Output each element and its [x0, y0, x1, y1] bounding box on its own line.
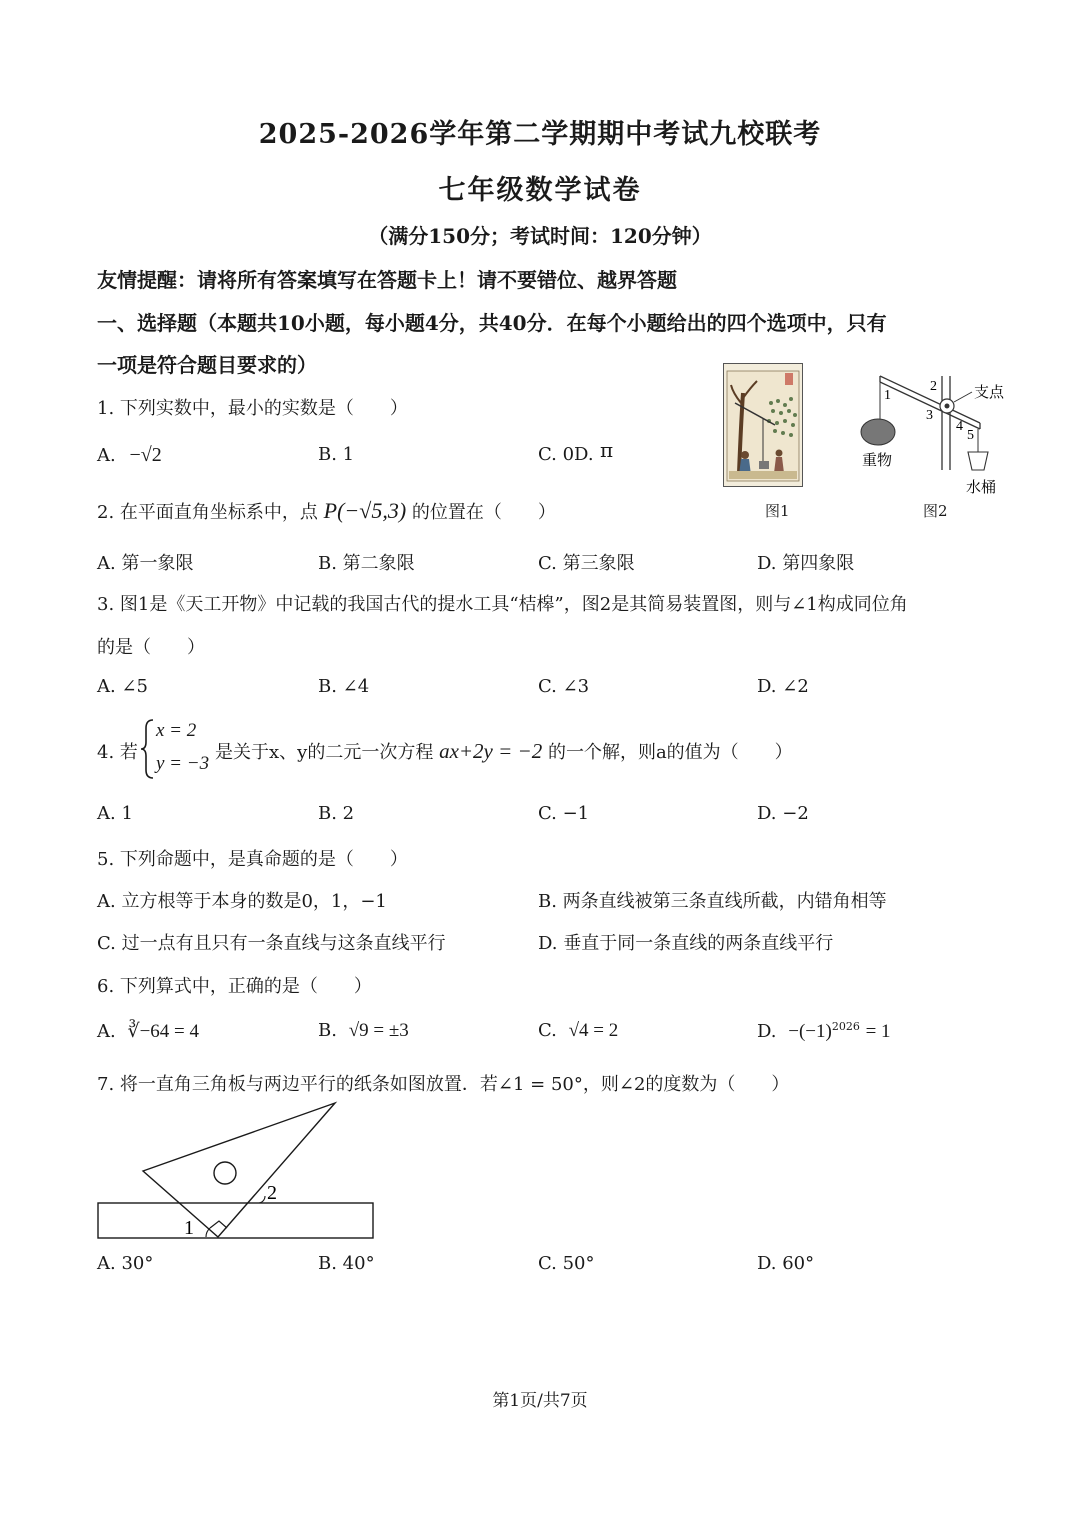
page-number: 第1页/共7页 — [492, 1391, 588, 1411]
figure-1-illustration — [723, 363, 803, 487]
q4-system-eq1: x = 2 — [156, 720, 197, 741]
q7-figure — [96, 1100, 378, 1244]
q1-option-d-extra: π — [600, 438, 614, 462]
q1-option-a-prefix: A. — [97, 445, 116, 466]
q2-option-d: D. 第四象限 — [757, 553, 855, 574]
q5-option-c: C. 过一点有且只有一条直线与这条直线平行 — [97, 933, 446, 954]
q4-option-c: C. −1 — [538, 803, 590, 824]
q7-option-b: B. 40° — [318, 1253, 375, 1274]
q1-option-a-math: −√2 — [129, 444, 162, 466]
exam-subject-title: 七年级数学试卷 — [438, 175, 642, 206]
q7-stem: 7. 将一直角三角板与两边平行的纸条如图放置．若∠1 = 50°，则∠2的度数为（ ） — [97, 1074, 790, 1095]
q4-brace-glyph — [139, 718, 155, 780]
fig2-label-bucket: 水桶 — [966, 480, 997, 496]
q3-option-b: B. ∠4 — [318, 676, 370, 697]
fig2-label-3: 3 — [926, 408, 933, 423]
q5-option-b: B. 两条直线被第三条直线所截，内错角相等 — [538, 891, 887, 912]
figure-2-drawing — [850, 368, 1030, 498]
q4-stem-prefix: 4. 若 — [97, 742, 138, 763]
q3-stem-line1: 3. 图1是《天工开物》中记载的我国古代的提水工具“桔槔”，图2是其简易装置图，则与∠1构成同位角 — [97, 594, 908, 615]
q3-option-c: C. ∠3 — [538, 676, 590, 697]
q1-stem: 1. 下列实数中，最小的实数是（ ） — [97, 398, 408, 419]
fig2-label-fulcrum: 支点 — [974, 385, 1005, 401]
q4-stem-rest — [215, 738, 793, 764]
q2-stem — [97, 498, 556, 524]
q2-stem-suffix: 的位置在（ ） — [411, 502, 556, 523]
q6-option-d-prefix: D. — [757, 1021, 777, 1042]
q4-stem-suffix: 的一个解，则a的值为（ ） — [547, 742, 793, 763]
q7-option-c: C. 50° — [538, 1253, 595, 1274]
q6-option-c-prefix: C. — [538, 1020, 557, 1041]
fig2-label-5: 5 — [967, 428, 974, 443]
q2-stem-math: P(−√5,3) — [323, 498, 407, 523]
q6-option-d-base: −(−1) — [788, 1021, 832, 1042]
q4-stem-mid: 是关于x、y的二元一次方程 — [215, 742, 434, 763]
section-heading-line2: 一项是符合题目要求的） — [97, 353, 317, 377]
q7-label-1: 1 — [184, 1217, 194, 1239]
q6-option-b-prefix: B. — [318, 1020, 337, 1041]
figure-2-caption: 图2 — [923, 502, 948, 520]
q4-system-eq2: y = −3 — [156, 753, 210, 774]
exam-meta: （满分150分；考试时间：120分钟） — [368, 224, 712, 248]
q6-option-d-exponent: 2026 — [831, 1020, 860, 1033]
q4-option-a: A. 1 — [97, 803, 133, 824]
q6-option-b — [318, 1020, 409, 1042]
q4-option-b: B. 2 — [318, 803, 355, 824]
q5-option-d: D. 垂直于同一条直线的两条直线平行 — [538, 933, 834, 954]
q3-stem-line2: 的是（ ） — [97, 637, 205, 658]
reminder: 友情提醒：请将所有答案填写在答题卡上！请不要错位、越界答题 — [97, 268, 677, 292]
q1-option-b: B. 1 — [318, 444, 355, 465]
q6-option-b-math: √9 = ±3 — [348, 1020, 409, 1041]
q6-option-d — [757, 1020, 891, 1043]
q4-stem-equation: ax+2y = −2 — [439, 739, 543, 763]
q6-option-a-math: ∛−64 = 4 — [127, 1021, 200, 1042]
q6-option-a-prefix: A. — [97, 1021, 116, 1042]
q3-option-d: D. ∠2 — [757, 676, 809, 697]
figure-2-diagram — [850, 368, 1030, 498]
q4-brace — [139, 718, 155, 780]
q2-option-a: A. 第一象限 — [97, 553, 194, 574]
q3-option-a: A. ∠5 — [97, 676, 148, 697]
figure-1-drawing — [723, 363, 803, 487]
q2-stem-prefix: 2. 在平面直角坐标系中，点 — [97, 502, 318, 523]
q6-option-d-tail: = 1 — [865, 1021, 891, 1042]
figure-1-caption: 图1 — [765, 502, 790, 520]
q7-option-a: A. 30° — [97, 1253, 154, 1274]
q7-label-2: 2 — [267, 1182, 277, 1204]
fig2-label-weight: 重物 — [862, 453, 893, 469]
q6-option-c-math: √4 = 2 — [568, 1020, 619, 1041]
fig2-label-1: 1 — [884, 388, 891, 403]
q5-option-a: A. 立方根等于本身的数是0，1，−1 — [97, 891, 387, 912]
section-heading-line1: 一、选择题（本题共10小题，每小题4分，共40分．在每个小题给出的四个选项中，只有 — [97, 311, 887, 335]
q6-stem: 6. 下列算式中，正确的是（ ） — [97, 976, 372, 997]
q5-stem: 5. 下列命题中，是真命题的是（ ） — [97, 849, 408, 870]
q6-option-a — [97, 1020, 199, 1043]
q4-option-d: D. −2 — [757, 803, 809, 824]
q6-option-c — [538, 1020, 618, 1042]
fig2-label-2: 2 — [930, 379, 937, 394]
q7-option-d: D. 60° — [757, 1253, 815, 1274]
q2-option-b: B. 第二象限 — [318, 553, 415, 574]
exam-title: 2025-2026学年第二学期期中考试九校联考 — [258, 119, 822, 150]
q1-option-cd: C. 0D. — [538, 444, 594, 465]
fig2-label-4: 4 — [956, 419, 963, 434]
q2-option-c: C. 第三象限 — [538, 553, 635, 574]
q7-drawing — [96, 1100, 378, 1244]
q1-option-a — [97, 444, 162, 467]
